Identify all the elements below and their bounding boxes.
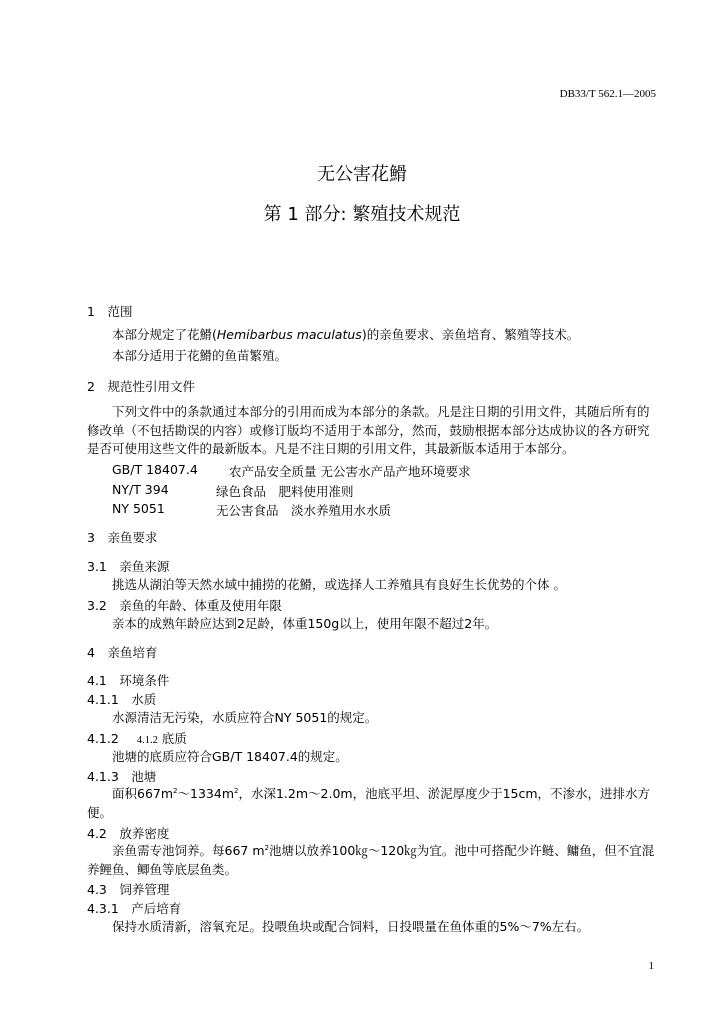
section-2-paragraph: 下列文件中的条款通过本部分的引用而成为本部分的条款。凡是注日期的引用文件，其随后所有的修改单（不包括勘误的内容）或修订版均不适用于本部分，然而，鼓励根据本部分达成协议的各方研究是否可使用这些文件的最新版本。凡是不注日期的引用文件，其最新版本适用于本部分。 (87, 404, 650, 456)
reference-code: NY 5051 (112, 501, 165, 516)
section-4-2-paragraph: 亲鱼需专池饲养。每667 $m^2$池塘以放养100㎏～120㎏为宜。池中可搭配少许鲢、鳙鱼，但不宜混养鲤鱼、鲫鱼等底层鱼类。 (87, 843, 655, 877)
section-1-heading: 1 范围 (87, 304, 133, 319)
section-4-1-3-paragraph: 面积$667m^2\sim 1334m^2$，水深1.2m～2.0m，池底平坦、淤泥厚度少于15cm，不渗水，进排水方便。 (87, 786, 651, 820)
section-4-3-1-paragraph: 保持水质清新，溶氧充足。投喂鱼块或配合饲料，日投喂量在鱼体重的5%～7%左右。 (112, 919, 590, 934)
latin-name: Hemibarbus maculatus (216, 327, 362, 342)
section-4-1-2-heading: 4.1.2 4.1.2 底质 (87, 731, 187, 746)
section-3-1-paragraph: 挑选从湖泊等天然水域中捕捞的花䱻，或选择人工养殖具有良好生长优势的个体 。 (112, 577, 566, 592)
section-4-1-1-paragraph: 水源清洁无污染，水质应符合NY 5051的规定。 (112, 710, 378, 725)
section-3-heading: 3 亲鱼要求 (87, 530, 158, 545)
reference-code: GB/T 18407.4 (112, 462, 198, 477)
section-1-paragraph-1: 本部分规定了花䱻(Hemibarbus maculatus)的亲鱼要求、亲鱼培育、繁殖等技术。 (112, 327, 580, 342)
reference-title: 农产品安全质量 无公害水产品产地环境要求 (229, 464, 471, 479)
section-4-heading: 4 亲鱼培育 (87, 645, 158, 660)
section-4-3-1-heading: 4.3.1 产后培育 (87, 901, 182, 916)
section-3-1-heading: 3.1 亲鱼来源 (87, 559, 170, 574)
section-4-3-heading: 4.3 饲养管理 (87, 882, 170, 897)
reference-code: NY/T 394 (112, 482, 169, 497)
section-4-1-2-paragraph: 池塘的底质应符合GB/T 18407.4的规定。 (112, 749, 348, 764)
section-4-1-heading: 4.1 环境条件 (87, 673, 170, 688)
standard-code: DB33/T 562.1—2005 (559, 88, 656, 100)
section-3-2-heading: 3.2 亲鱼的年龄、体重及使用年限 (87, 598, 282, 613)
reference-title: 绿色食品 肥料使用准则 (216, 484, 354, 499)
section-3-2-paragraph: 亲本的成熟年龄应达到2足龄，体重150g以上，使用年限不超过2年。 (112, 616, 498, 631)
section-4-1-1-heading: 4.1.1 水质 (87, 692, 157, 707)
document-subtitle: 第 1 部分: 繁殖技术规范 (263, 204, 461, 225)
section-1-paragraph-2: 本部分适用于花䱻的鱼苗繁殖。 (112, 348, 288, 363)
document-title: 无公害花䱻 (317, 164, 407, 185)
section-4-1-3-heading: 4.1.3 池塘 (87, 769, 157, 784)
page-number: 1 (648, 960, 654, 972)
section-4-2-heading: 4.2 放养密度 (87, 826, 170, 841)
section-2-heading: 2 规范性引用文件 (87, 379, 195, 394)
reference-title: 无公害食品 淡水养殖用水水质 (216, 503, 392, 518)
